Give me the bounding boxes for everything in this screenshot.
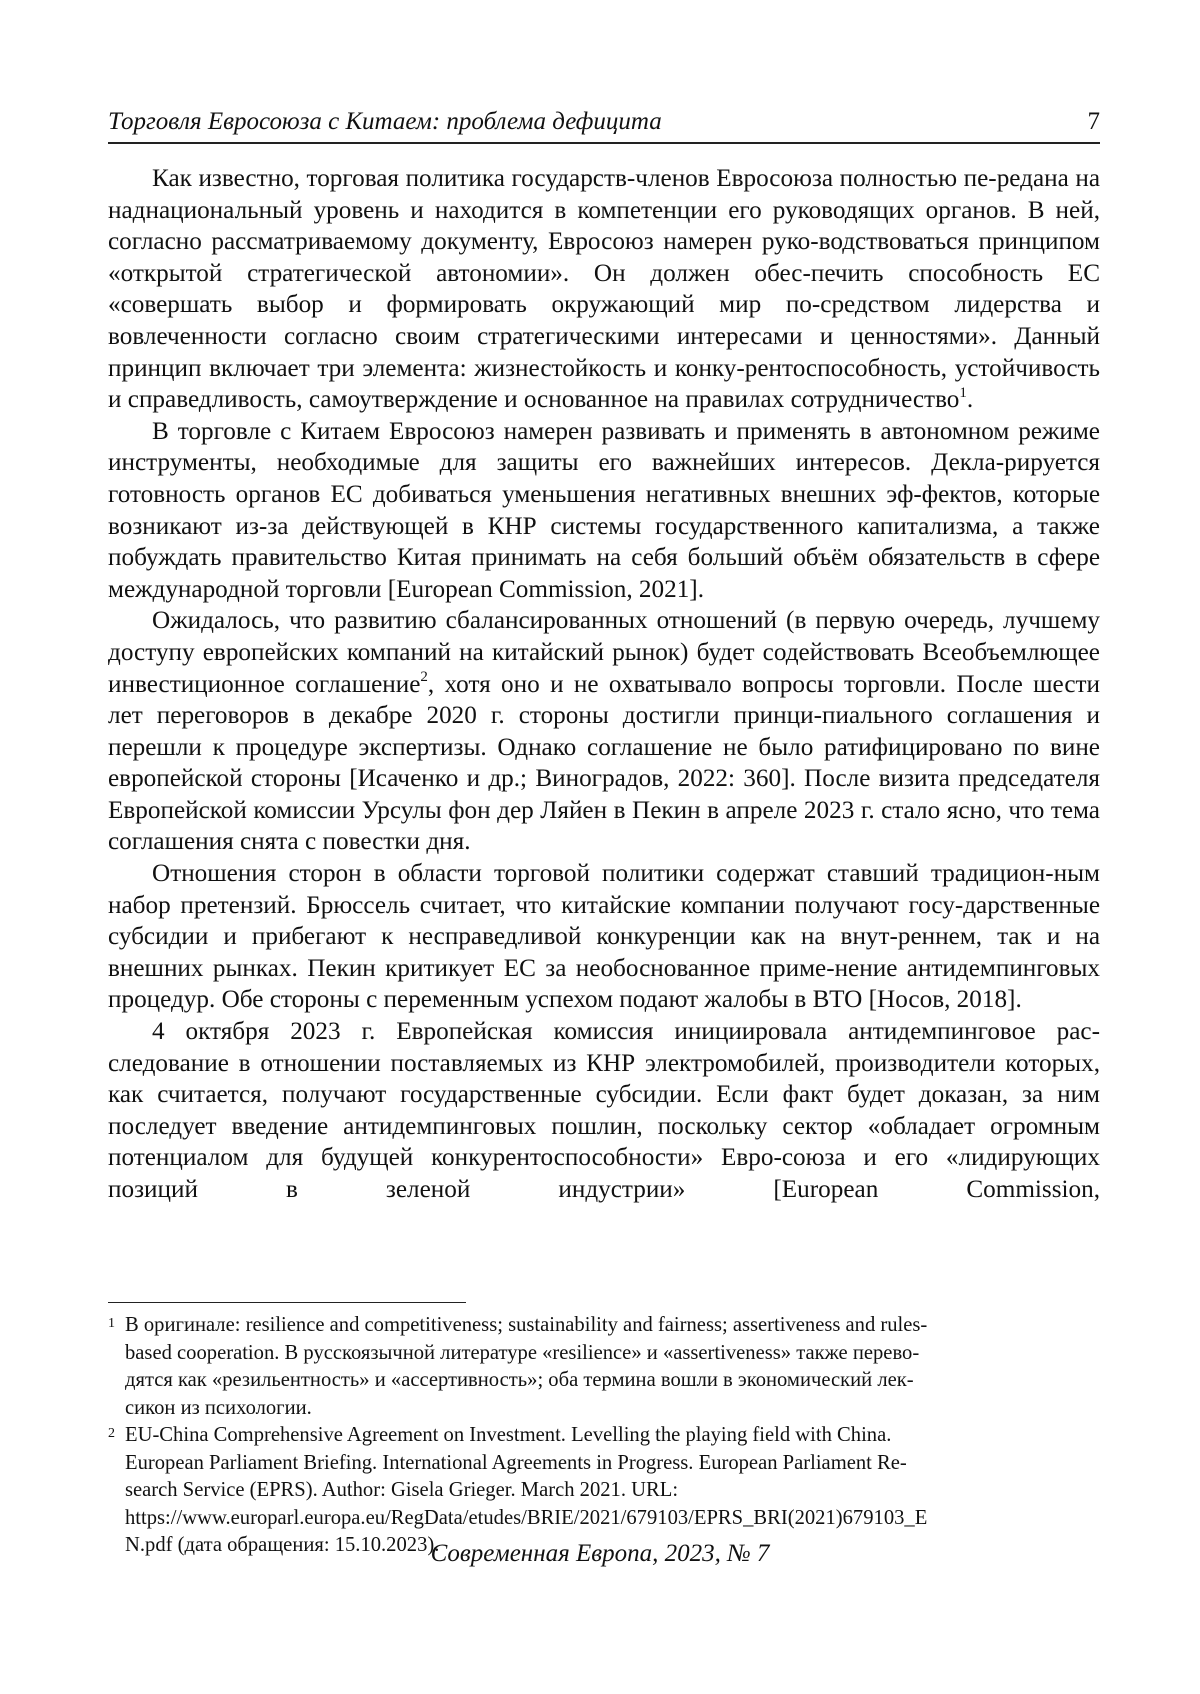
footnote-number: 1 <box>108 1316 115 1331</box>
footnote-line: В оригинале: resilience and competitiveness; sustainability and fairness; assertiveness and rules- <box>125 1314 928 1336</box>
sentence-period: . <box>966 386 974 414</box>
footnote-separator <box>108 1302 466 1303</box>
footnote-line: based cooperation. В русскоязычной литературе «resilience» и «assertiveness» также перево- <box>125 1341 920 1364</box>
paragraph <box>108 605 1100 858</box>
footnote-line: N.pdf (дата обращения: 15.10.2023). <box>125 1534 440 1556</box>
paragraph <box>108 163 1100 416</box>
paragraph-text: Ожидалось, что развитию сбалансированных отношений (в первую очередь, лучшему доступу европейских компаний на китайский рынок) будет содействовать Всеобъемлющее инвестиционное соглашение <box>108 607 1100 698</box>
paragraph-text: Как известно, торговая политика государств-членов Евросоюза полностью пе-редана на наднациональный уровень и находится в компетенции его руководящих органов. В ней, согласно рассматриваемому документу, Евросоюз намерен руко-водствоваться принципом «открытой стратегической автономии». Он должен обес-печить способность ЕС «совершать выбор и формировать окружающий мир по-средством лидерства и вовлеченности согласно своим стратегическими интересами и ценностями». Данный принцип включает три элемента: жизнестойкость и конку-рентоспособность, устойчивость и справедливость, самоутверждение и основанное на правилах сотрудничество <box>108 165 1100 414</box>
page-number: 7 <box>1087 108 1100 135</box>
footnote-line: сикон из психологии. <box>125 1396 312 1419</box>
running-title: Торговля Евросоюза с Китаем: проблема дефицита <box>108 108 662 135</box>
footnote-line: EU-China Comprehensive Agreement on Investment. Levelling the playing field with China. <box>125 1424 892 1446</box>
footnote-ref: 1 <box>959 384 967 401</box>
footnote-ref: 2 <box>420 669 428 686</box>
paragraph <box>108 858 1100 1016</box>
footnotes <box>108 1312 1100 1560</box>
footnote-line: https://www.europarl.europa.eu/RegData/etudes/BRIE/2021/679103/EPRS_BRI(2021)679103_E <box>125 1506 928 1529</box>
paragraph-text: , хотя оно и не охватывало вопросы торговли. После шести лет переговоров в декабре 2020 г. стороны достигли принци-пиального соглашения и перешли к процедуре экспертизы. Однако соглашение не было ратифицировано по вине европейской стороны [Исаченко и др.; Виноградов, 2022: 360]. После визита председателя Европейской комиссии Урсулы фон дер Ляйен в Пекин в апреле 2023 г. стало ясно, что тема соглашения снята с повестки дня. <box>108 670 1100 856</box>
main-text <box>108 163 1100 1206</box>
paragraph-text: В торговле с Китаем Евросоюз намерен развивать и применять в автономном режиме инструменты, необходимые для защиты его важнейших интересов. Декла-рируется готовность органов ЕС добиваться уменьшения негативных внешних эф-фектов, которые возникают из-за действующей в КНР системы государственного капитализма, а также побуждать правительство Китая принимать на себя больший объём обязательств в сфере международной торговли [European Commission, 2021]. <box>108 417 1100 603</box>
footnote-line: search Service (EPRS). Author: Gisela Grieger. March 2021. URL: <box>125 1479 679 1501</box>
paragraph-text: Отношения сторон в области торговой политики содержат ставший традицион-ным набор претензий. Брюссель считает, что китайские компании получают госу-дарственные субсидии и прибегают к несправедливой конкуренции как на внут-реннем, так и на внешних рынках. Пекин критикует ЕС за необоснованное приме-нение антидемпинговых процедур. Обе стороны с переменным успехом подают жалобы в ВТО [Носов, 2018]. <box>108 860 1100 1014</box>
journal-footer: Современная Европа, 2023, № 7 <box>430 1540 770 1567</box>
running-header <box>108 104 1100 144</box>
paragraph <box>108 416 1100 606</box>
footnote-line: дятся как «резильентность» и «ассертивность»; оба термина вошли в экономический лек- <box>125 1369 914 1391</box>
footnote <box>108 1422 1100 1560</box>
footnote-line: European Parliament Briefing. International Agreements in Progress. European Parliament Re- <box>125 1451 907 1474</box>
footnote <box>108 1312 1100 1422</box>
paragraph-text: 4 октября 2023 г. Европейская комиссия инициировала антидемпинговое рас-следование в отношении поставляемых из КНР электромобилей, производители которых, как считается, получают государственные субсидии. Если факт будет доказан, за ним последует введение антидемпинговых пошлин, поскольку сектор «обладает огромным потенциалом для будущей конкурентоспособности» Евро-союза и его «лидирующих позиций в зеленой индустрии» [European Commission, <box>108 1018 1100 1203</box>
footnote-number: 2 <box>108 1426 115 1441</box>
paragraph <box>108 1016 1100 1206</box>
